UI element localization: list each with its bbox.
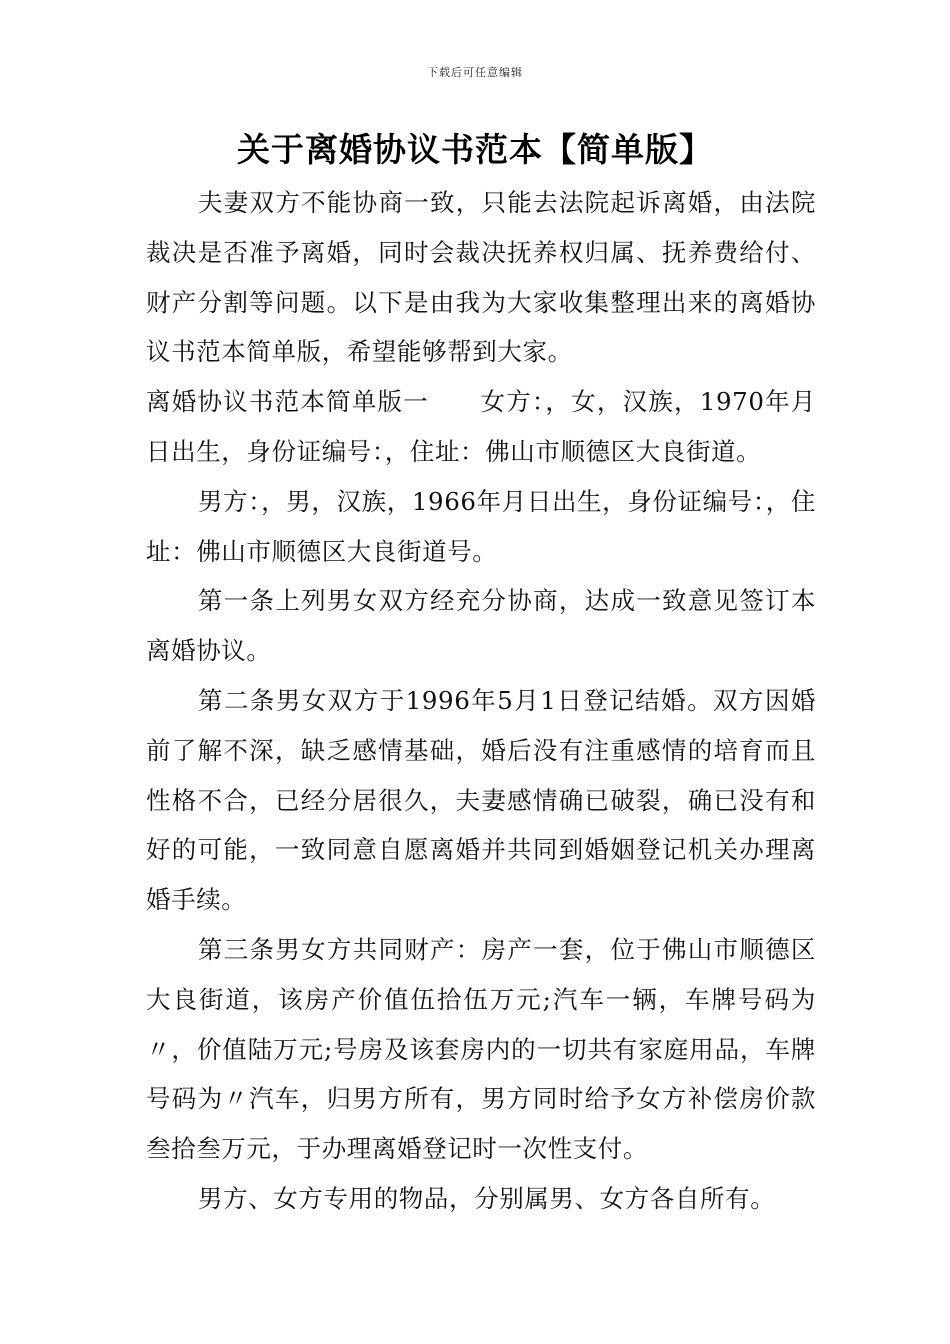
header-note: 下载后可任意编辑 bbox=[427, 66, 523, 79]
paragraph-personal-items: 男方、女方专用的物品，分别属男、女方各自所有。 bbox=[198, 1183, 776, 1213]
paragraph-party-male: 男方：，男，汉族，1966年月日出生，身份证编号：，住址：佛山市顺德区大良街道号。 bbox=[146, 486, 816, 566]
paragraph-article-3: 第三条男女方共同财产：房产一套，位于佛山市顺德区大良街道，该房产价值伍拾伍万元;汽车一辆，车牌号码为〃，价值陆万元;号房及该套房内的一切共有家庭用品，车牌号码为〃汽车，归男方所有，男方同时给予女方补偿房价款叁拾叁万元，于办理离婚登记时一次性支付。 bbox=[146, 934, 816, 1164]
paragraph-article-2: 第二条男女双方于1996年5月1日登记结婚。双方因婚前了解不深，缺乏感情基础，婚后没有注重感情的培育而且性格不合，已经分居很久，夫妻感情确已破裂，确已没有和好的可能，一致同意自愿离婚并共同到婚姻登记机关办理离婚手续。 bbox=[146, 685, 816, 915]
document-title: 关于离婚协议书范本【简单版】 bbox=[237, 130, 713, 169]
document-body bbox=[146, 178, 816, 1224]
paragraph-article-1: 第一条上列男女双方经充分协商，达成一致意见签订本离婚协议。 bbox=[146, 586, 816, 666]
paragraph-party-female: 离婚协议书范本简单版一 女方：，女，汉族，1970年月日出生，身份证编号：，住址：佛山市顺德区大良街道。 bbox=[146, 387, 816, 466]
paragraph-intro: 夫妻双方不能协商一致，只能去法院起诉离婚，由法院裁决是否准予离婚，同时会裁决抚养权归属、抚养费给付、财产分割等问题。以下是由我为大家收集整理出来的离婚协议书范本简单版，希望能够帮到大家。 bbox=[146, 188, 816, 367]
